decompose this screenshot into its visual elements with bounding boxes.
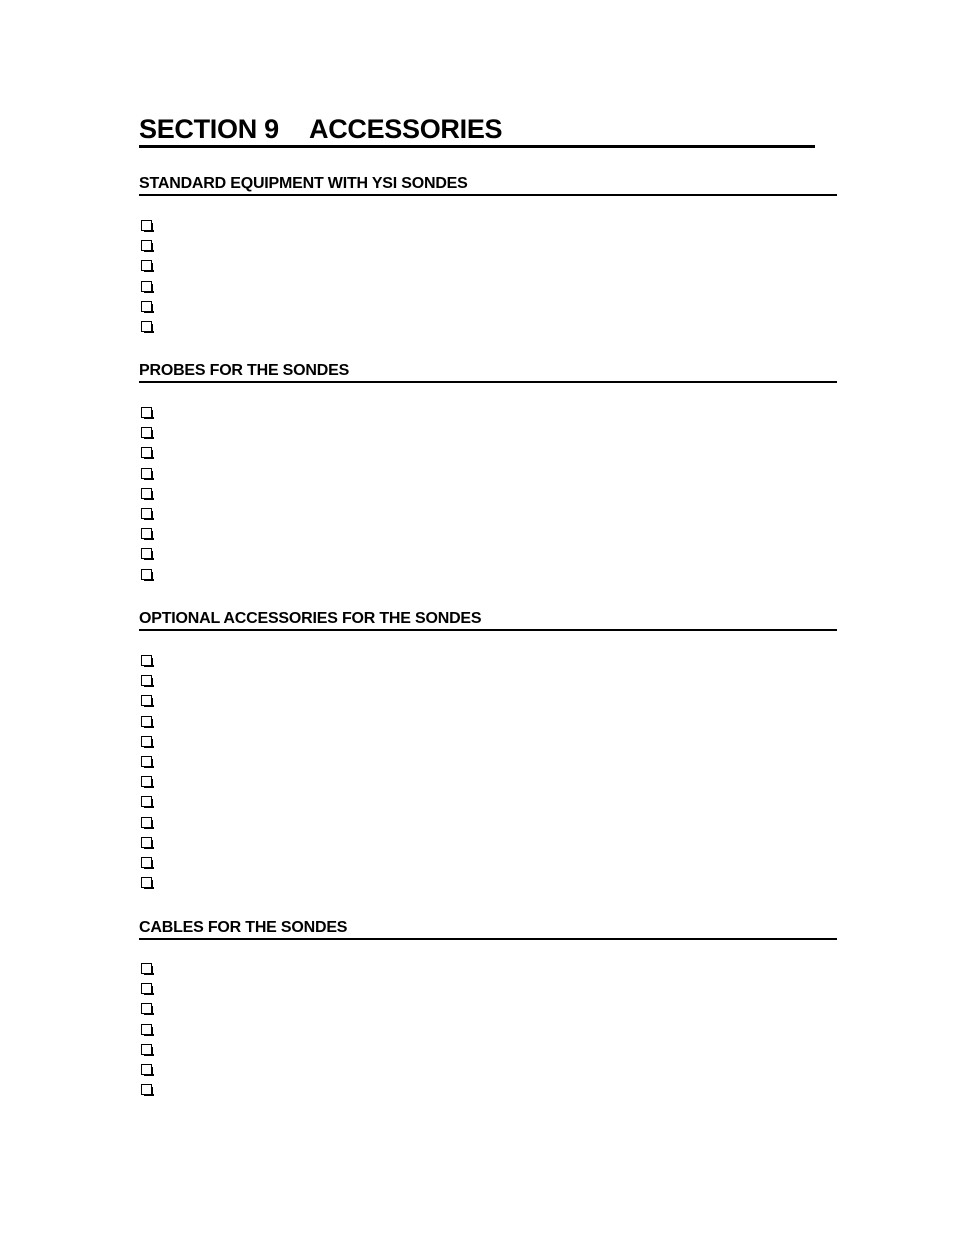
list-item: [139, 237, 837, 257]
list-item: [139, 298, 837, 318]
checkbox-icon[interactable]: [141, 796, 152, 807]
checklist: [139, 404, 837, 586]
checkbox-icon[interactable]: [141, 321, 152, 332]
section-heading: STANDARD EQUIPMENT WITH YSI SONDES: [139, 174, 837, 196]
checkbox-icon[interactable]: [141, 569, 152, 580]
checklist: [139, 960, 837, 1101]
list-item: [139, 980, 837, 1000]
checkbox-icon[interactable]: [141, 508, 152, 519]
list-item: [139, 318, 837, 338]
list-item: [139, 753, 837, 773]
checklist: [139, 652, 837, 894]
section-heading: PROBES FOR THE SONDES: [139, 361, 837, 383]
list-item: [139, 525, 837, 545]
list-item: [139, 960, 837, 980]
checkbox-icon[interactable]: [141, 857, 152, 868]
checkbox-icon[interactable]: [141, 1044, 152, 1055]
list-item: [139, 1081, 837, 1101]
list-item: [139, 278, 837, 298]
list-item: [139, 485, 837, 505]
list-item: [139, 217, 837, 237]
list-item: [139, 793, 837, 813]
checkbox-icon[interactable]: [141, 877, 152, 888]
checkbox-icon[interactable]: [141, 983, 152, 994]
list-item: [139, 566, 837, 586]
checkbox-icon[interactable]: [141, 488, 152, 499]
list-item: [139, 692, 837, 712]
list-item: [139, 545, 837, 565]
list-item: [139, 257, 837, 277]
list-item: [139, 814, 837, 834]
list-item: [139, 1000, 837, 1020]
list-item: [139, 652, 837, 672]
list-item: [139, 733, 837, 753]
section-probes: [139, 361, 837, 586]
section-title: ACCESSORIES: [309, 114, 503, 144]
section-optional-accessories: [139, 609, 837, 894]
checkbox-icon[interactable]: [141, 1024, 152, 1035]
checkbox-icon[interactable]: [141, 716, 152, 727]
checkbox-icon[interactable]: [141, 407, 152, 418]
page-title: [139, 113, 815, 148]
list-item: [139, 1061, 837, 1081]
list-item: [139, 465, 837, 485]
list-item: [139, 672, 837, 692]
checkbox-icon[interactable]: [141, 260, 152, 271]
list-item: [139, 834, 837, 854]
list-item: [139, 854, 837, 874]
checkbox-icon[interactable]: [141, 963, 152, 974]
checkbox-icon[interactable]: [141, 427, 152, 438]
section-number: SECTION 9: [139, 114, 279, 144]
section-heading: OPTIONAL ACCESSORIES FOR THE SONDES: [139, 609, 837, 631]
checkbox-icon[interactable]: [141, 1084, 152, 1095]
checkbox-icon[interactable]: [141, 675, 152, 686]
section-standard-equipment: [139, 174, 837, 338]
checkbox-icon[interactable]: [141, 447, 152, 458]
checkbox-icon[interactable]: [141, 281, 152, 292]
checkbox-icon[interactable]: [141, 837, 152, 848]
checkbox-icon[interactable]: [141, 817, 152, 828]
list-item: [139, 773, 837, 793]
checkbox-icon[interactable]: [141, 756, 152, 767]
checkbox-icon[interactable]: [141, 301, 152, 312]
checkbox-icon[interactable]: [141, 655, 152, 666]
section-heading: CABLES FOR THE SONDES: [139, 918, 837, 940]
list-item: [139, 505, 837, 525]
checkbox-icon[interactable]: [141, 240, 152, 251]
list-item: [139, 1021, 837, 1041]
checkbox-icon[interactable]: [141, 736, 152, 747]
checkbox-icon[interactable]: [141, 695, 152, 706]
list-item: [139, 404, 837, 424]
list-item: [139, 874, 837, 894]
checkbox-icon[interactable]: [141, 220, 152, 231]
checkbox-icon[interactable]: [141, 468, 152, 479]
checkbox-icon[interactable]: [141, 548, 152, 559]
list-item: [139, 713, 837, 733]
checkbox-icon[interactable]: [141, 528, 152, 539]
checkbox-icon[interactable]: [141, 1003, 152, 1014]
list-item: [139, 444, 837, 464]
section-cables: [139, 918, 837, 1101]
list-item: [139, 424, 837, 444]
list-item: [139, 1041, 837, 1061]
checkbox-icon[interactable]: [141, 776, 152, 787]
checklist: [139, 217, 837, 338]
checkbox-icon[interactable]: [141, 1064, 152, 1075]
